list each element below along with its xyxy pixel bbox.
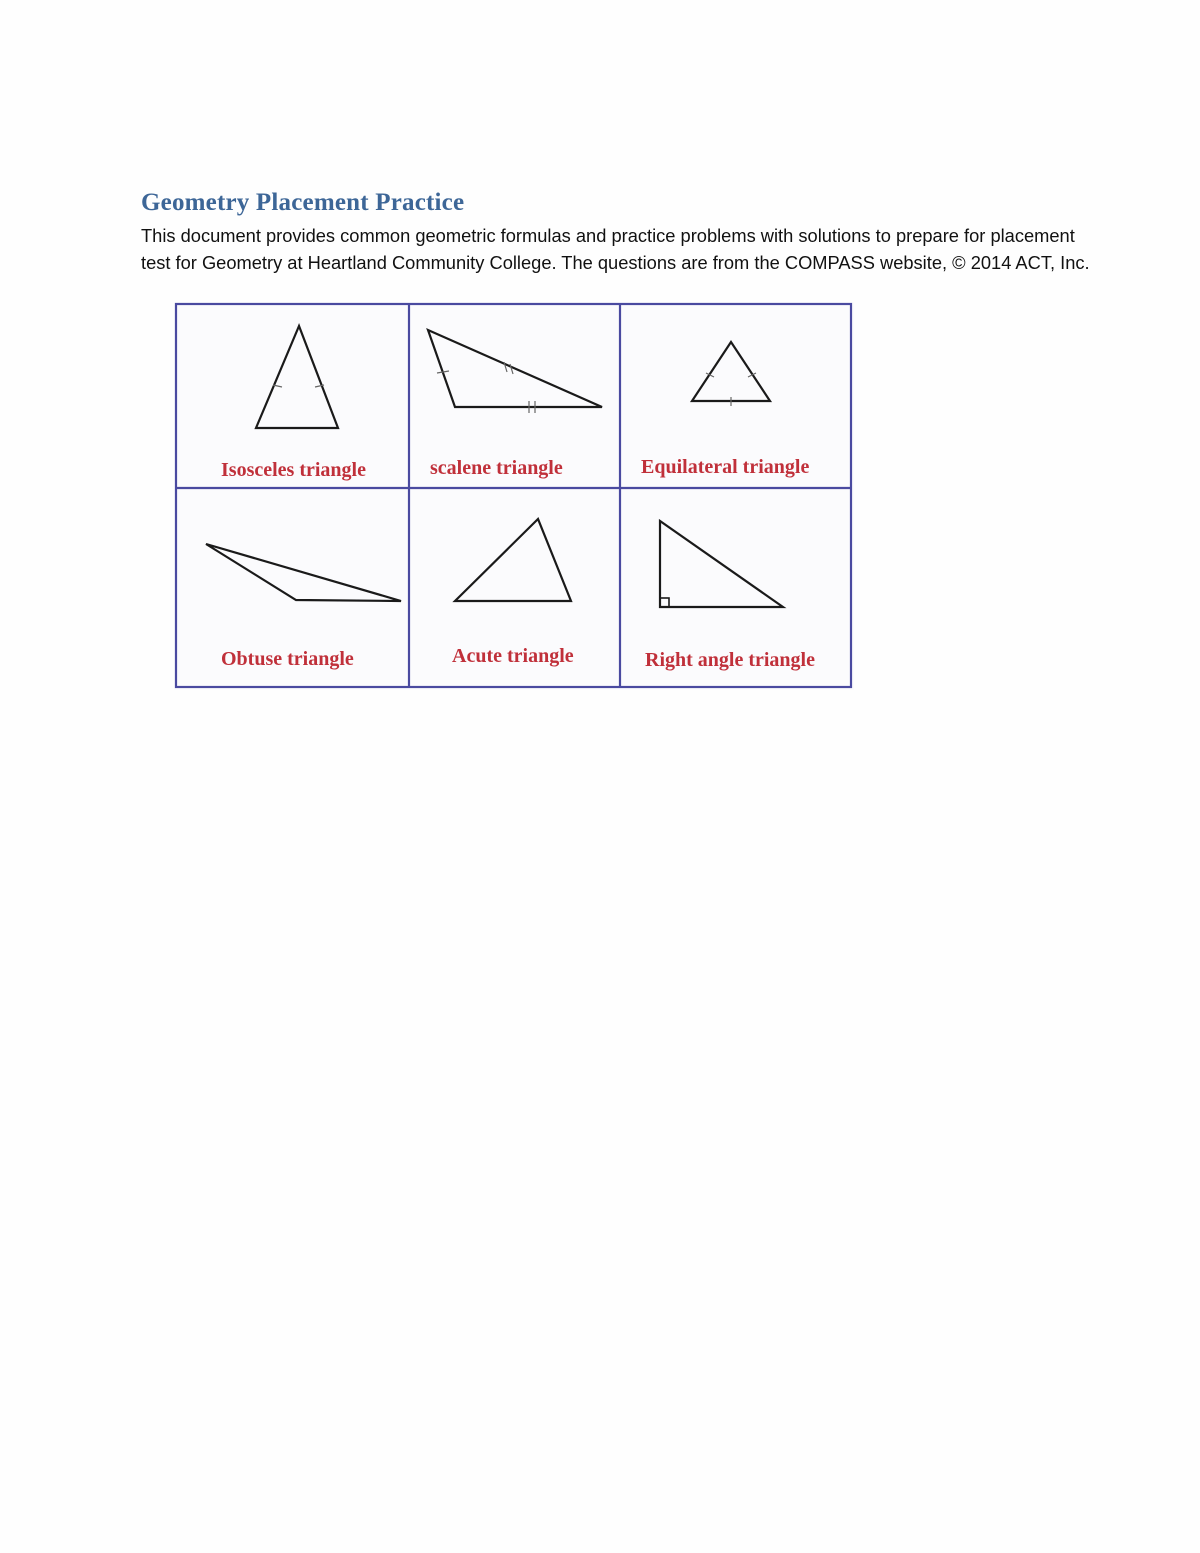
page-title: Geometry Placement Practice bbox=[141, 189, 465, 216]
label-right-angle: Right angle triangle bbox=[645, 649, 815, 671]
triangle-types-figure bbox=[174, 302, 854, 690]
label-acute: Acute triangle bbox=[452, 645, 574, 667]
figure-background bbox=[174, 302, 854, 690]
intro-paragraph: This document provides common geometric formulas and practice problems with solutions to prepare for placement test for Geometry at Heartland Community College. The questions are from the COMPASS website, © 2014 ACT, Inc. bbox=[141, 225, 1090, 273]
triangle-types-grid bbox=[174, 302, 854, 690]
label-isosceles: Isosceles triangle bbox=[221, 459, 366, 481]
label-obtuse: Obtuse triangle bbox=[221, 648, 354, 670]
label-scalene: scalene triangle bbox=[430, 457, 563, 479]
label-equilateral: Equilateral triangle bbox=[641, 456, 810, 478]
